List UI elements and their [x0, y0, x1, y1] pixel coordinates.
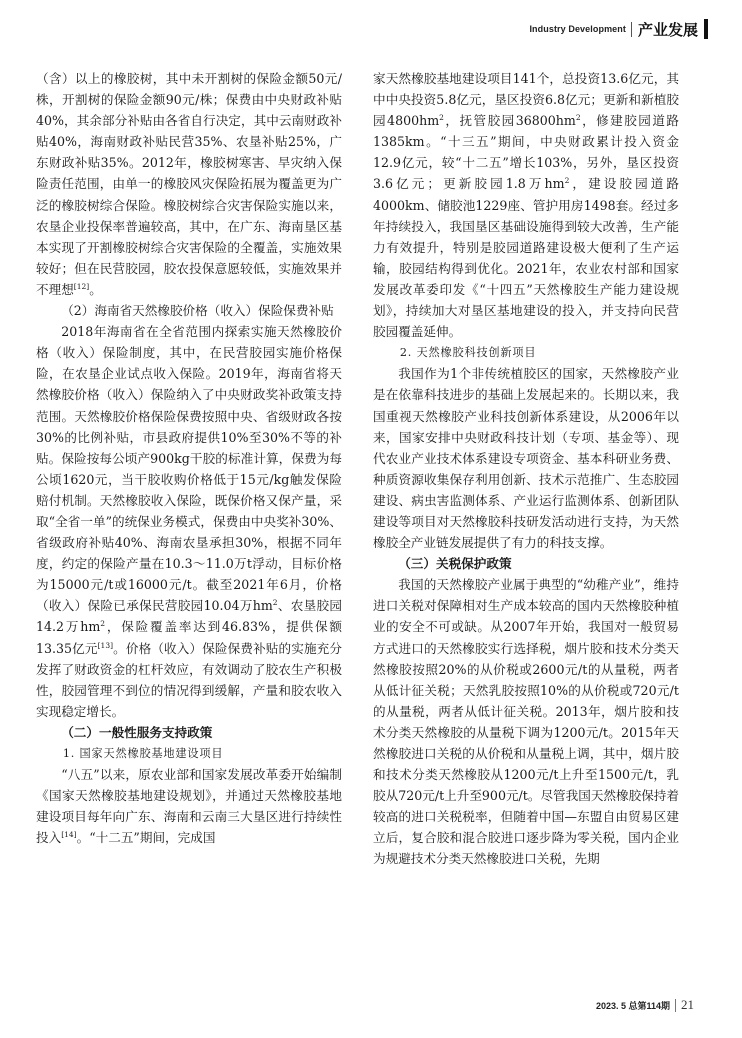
citation-ref: [13]: [97, 640, 114, 650]
subsection-heading: 1. 国家天然橡胶基地建设项目: [62, 747, 224, 760]
left-column: [36, 68, 342, 848]
header-accent-bar: [704, 19, 708, 39]
paragraph: 家天然橡胶基地建设项目141个，总投资13.6亿元，其中中央投资5.8亿元，垦区投资6.8亿元；更新和新植胶园$4800hm^2$，抚管胶园$36800hm^2$，修建胶园道路1385km。“十三五”期间，中央财政累计投入资金12.9亿元，较“十二五”增长103%，另外，垦区投资3.6亿元；更新胶园1.8万$hm^2$，建设胶园道路4000km、储胶池1229座、管护用房1498套。经过多年持续投入，我国垦区基础设施得到较大改善，生产能力有效提升，特别是胶园道路建设极大便利了生产运输，胶园结构得到优化。2021年，农业农村部和国家发展改革委印发《“十四五”天然橡胶生产能力建设规划》，持续加大对垦区基地建设的投入，并支持向民营胶园覆盖延伸。: [373, 71, 680, 340]
paragraph: 我国的天然橡胶产业属于典型的“幼稚产业”，维持进口关税对保障相对生产成本较高的国内天然橡胶种植业的安全不可或缺。从2007年开始，我国对一般贸易方式进口的天然橡胶实行选择税，烟片胶和技术分类天然橡胶按照20%的从价税或2600元/t的从量税，两者从低计征关税；天然乳胶按照10%的从价税或720元/t的从量税，两者从低计征关税。2013年，烟片胶和技术分类天然橡胶的从量税下调为1200元/t。2015年天然橡胶进口关税的从价税和从量税上调，其中，烟片胶和技术分类天然橡胶从1200元/t上升至1500元/t，乳胶从720元/t上升至900元/t。尽管我国天然橡胶保持着较高的进口关税税率，但随着中国—东盟自由贸易区建立后，复合胶和混合胶进口逐步降为零关税，国内企业为规避技术分类天然橡胶进口关税，先期: [373, 577, 679, 867]
running-header: [529, 16, 708, 42]
issue-info: 2023. 5 总第114期: [595, 1000, 670, 1011]
subsection-heading: 2. 天然橡胶科技创新项目: [399, 346, 537, 360]
footer-divider: [675, 999, 676, 1012]
section-heading: （二）一般性服务支持政策: [61, 724, 213, 740]
section-title-en: Industry Development: [529, 24, 626, 34]
page-footer: [596, 997, 694, 1013]
page-number: 21: [681, 997, 694, 1012]
header-divider: [631, 22, 632, 37]
citation-ref: [14]: [61, 830, 77, 840]
paragraph: “八五”以来，原农业部和国家发展改革委开始编制《国家天然橡胶基地建设规划》，并通过天然橡胶基地建设项目每年向广东、海南和云南三大垦区进行持续性投入[14]。“十二五”期间，完成国: [36, 767, 342, 846]
paragraph: 我国作为1个非传统植胶区的国家，天然橡胶产业是在依靠科技进步的基础上发展起来的。长期以来，我国重视天然橡胶产业科技创新体系建设，从2006年以来，国家安排中央财政科技计划（专项、基金等）、现代农业产业技术体系建设专项资金、基本科研业务费、种质资源收集保存利用创新、技术示范推广、生态胶园建设、病虫害监测体系、产业运行监测体系、创新团队建设等项目对天然橡胶科技研发活动进行支持，为天然橡胶全产业链发展提供了有力的科技支撑。: [373, 366, 679, 551]
paragraph: 2018年海南省在全省范围内探索实施天然橡胶价格（收入）保险制度，其中，在民营胶园实施价格保险，在农垦企业试点收入保险。2019年，海南省将天然橡胶价格（收入）保险纳入了中央财政奖补政策支持范围。天然橡胶价格保险保费按照中央、省级财政各按30%的比例补贴，市县政府提供10%至30%不等的补贴。保险按每公顷产900kg干胶的标准计算，保费为每公顷1620元，当干胶收购价格低于15元/kg触发保险赔付机制。天然橡胶收入保险，既保价格又保产量，采取“全省一单”的统保业务模式，保费由中央奖补30%、省级政府补贴40%、海南农垦承担30%，根据不同年度，约定的保险产量在10.3～11.0万t浮动，目标价格为15000元/t或16000元/t。截至2021年6月，价格（收入）保险已承保民营胶园10.04万$hm^2$、农垦胶园14.2万$hm^2$，保险覆盖率达到46.83%，提供保额13.35亿元[13]。价格（收入）保险保费补贴的实施充分发挥了财政资金的杠杆效应，有效调动了胶农生产积极性，胶园管理不到位的情况得到缓解，产量和胶农收入实现稳定增长。: [36, 324, 343, 719]
subsection-heading: （2）海南省天然橡胶价格（收入）保险保费补贴: [61, 303, 334, 319]
section-title-cn: 产业发展: [637, 20, 698, 39]
citation-ref: [12]: [73, 281, 90, 291]
paragraph: （含）以上的橡胶树，其中未开割树的保险金额50元/株，开割树的保险金额90元/株；保费由中央财政补贴40%，其余部分补贴由各省自行决定，其中云南财政补贴40%，海南财政补贴民营35%、农垦补贴25%，广东财政补贴35%。2012年，橡胶树寒害、旱灾纳入保险责任范围，由单一的橡胶风灾保险拓展为覆盖更为广泛的橡胶树综合保险。橡胶树综合灾害保险实施以来，农垦企业投保率普遍较高，其中，在广东、海南垦区基本实现了开割橡胶树综合灾害保险的全覆盖，实施效果较好；但在民营胶园，胶农投保意愿较低，实施效果并不理想[12]。: [36, 71, 342, 297]
section-heading: （三）关税保护政策: [398, 556, 512, 572]
right-column: [373, 68, 679, 870]
